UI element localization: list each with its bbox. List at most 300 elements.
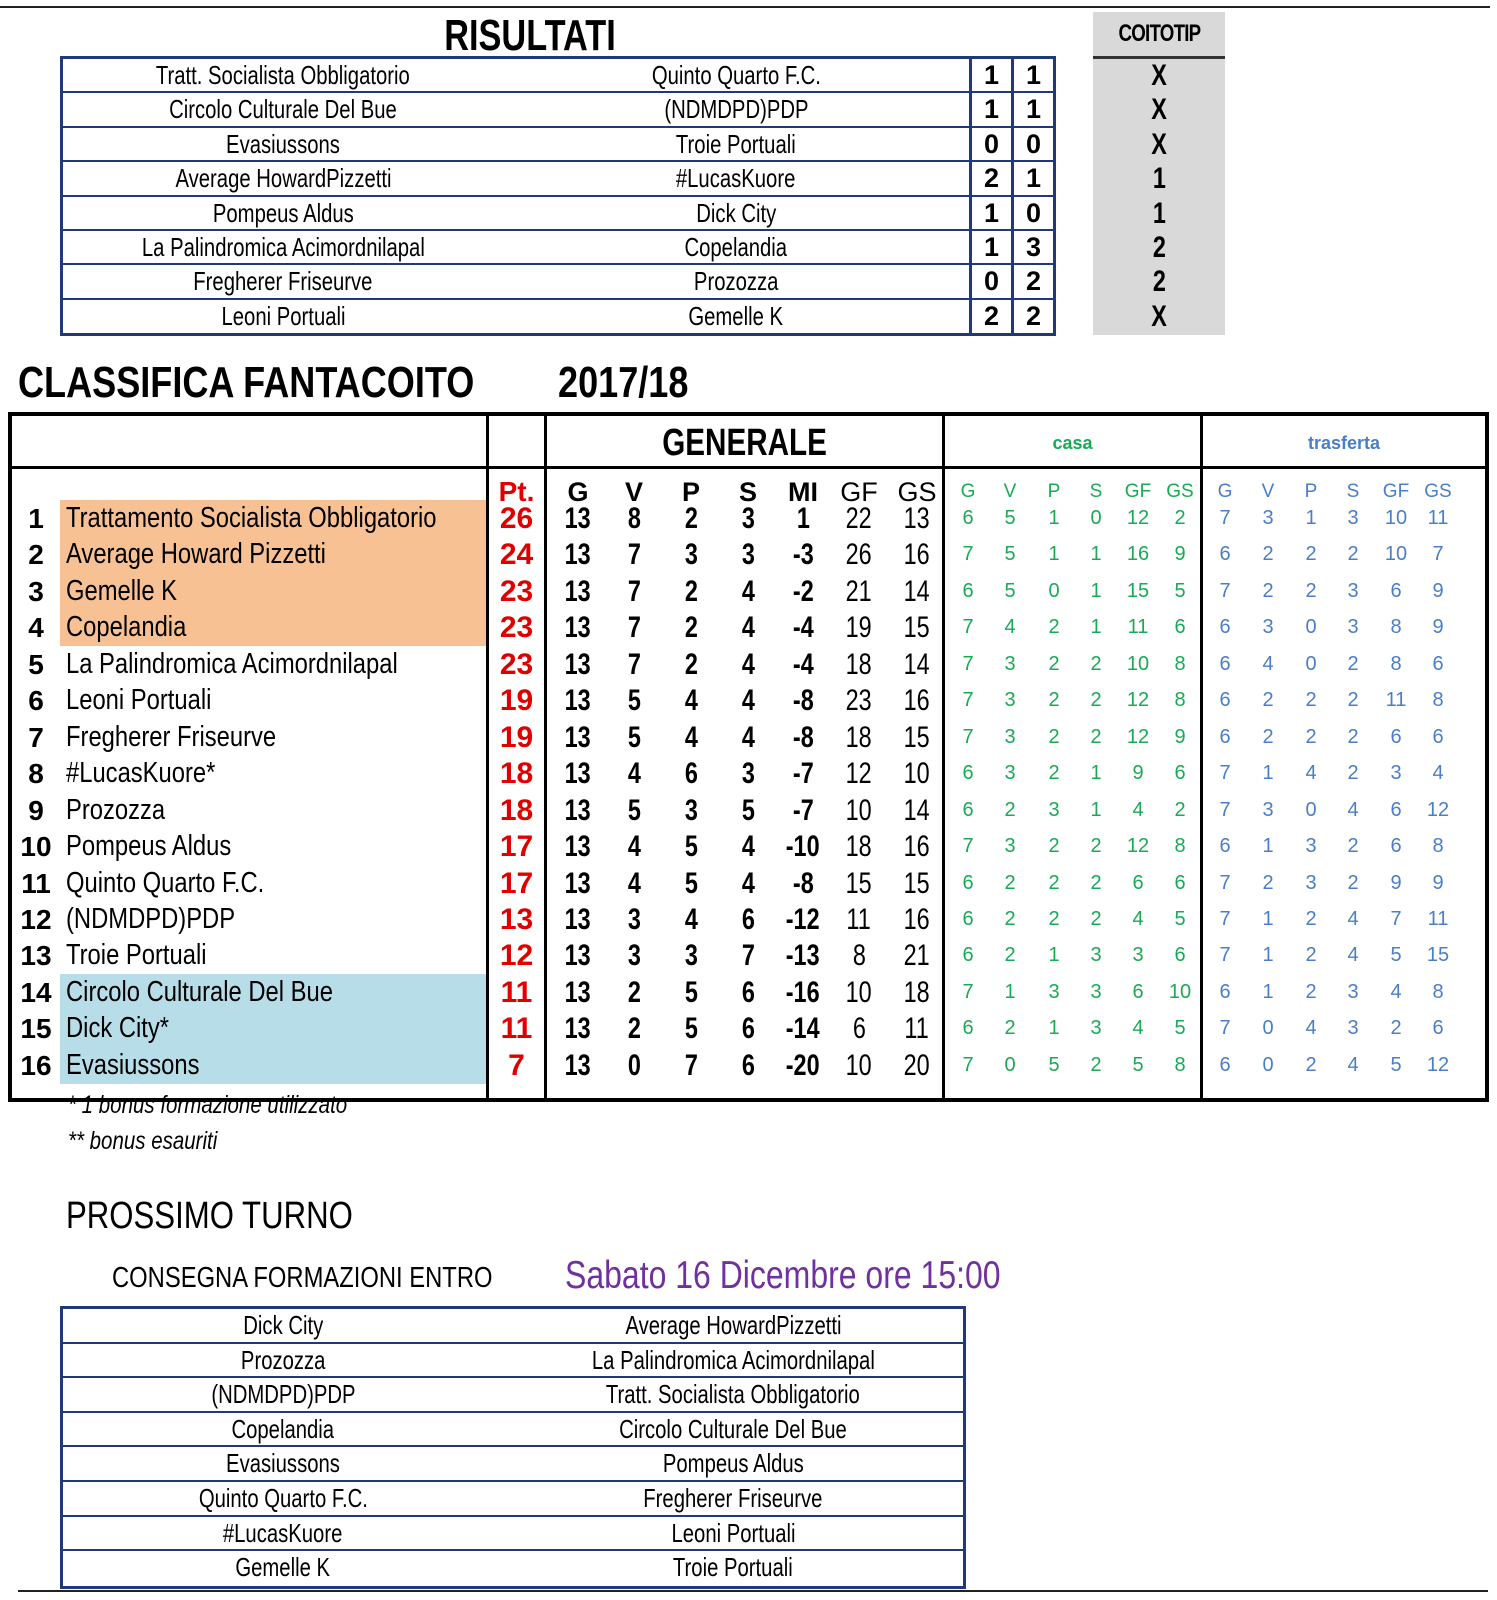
- generale-value: 7: [627, 538, 641, 572]
- standings-title: CLASSIFICA FANTACOITO: [18, 358, 475, 407]
- generale-stat: [892, 500, 942, 537]
- generale-stat: [778, 573, 828, 610]
- trasferta-stat: 2: [1305, 980, 1317, 1003]
- generale-stat: [892, 974, 942, 1011]
- casa-stat: 5: [1004, 543, 1016, 566]
- generale-value: 3: [627, 902, 641, 936]
- next-away-team: [503, 1447, 963, 1480]
- team-name: [66, 719, 484, 756]
- trasferta-stat: 0: [1262, 1053, 1274, 1076]
- generale-value: 3: [684, 793, 698, 827]
- rank: 14: [20, 976, 52, 1008]
- trasferta-stat: 2: [1262, 689, 1274, 712]
- generale-col-header: MI: [788, 477, 818, 507]
- team-name: [66, 937, 484, 974]
- next-round-table: [60, 1306, 966, 1589]
- generale-stat: [666, 974, 716, 1011]
- generale-stat: [666, 646, 716, 683]
- generale-value: 4: [741, 647, 755, 681]
- casa-stat: 1: [1048, 944, 1060, 967]
- casa-stat: 9: [1174, 543, 1186, 566]
- trasferta-stat: 4: [1347, 907, 1359, 930]
- result-home-goals: 1: [969, 231, 1011, 263]
- generale-stat: [778, 500, 828, 537]
- trasferta-stat: 6: [1219, 980, 1231, 1003]
- trasferta-stat: 2: [1262, 543, 1274, 566]
- trasferta-stat: 1: [1262, 835, 1274, 858]
- generale-stat: [553, 609, 603, 646]
- points: 19: [499, 720, 534, 754]
- casa-stat: 8: [1174, 835, 1186, 858]
- generale-value: 8: [627, 502, 641, 535]
- next-match-row: [63, 1344, 963, 1379]
- generale-value: 16: [903, 684, 931, 718]
- trasferta-stat: 8: [1432, 835, 1444, 858]
- top-rule: [0, 6, 1490, 8]
- home-team-name: Leoni Portuali: [220, 300, 346, 331]
- trasferta-stat: 9: [1390, 871, 1402, 894]
- generale-value: 18: [845, 647, 873, 681]
- generale-stat: [553, 1047, 603, 1084]
- trasferta-stat: 2: [1305, 907, 1317, 930]
- next-home-team: [63, 1551, 503, 1586]
- deadline-date: Sabato 16 Dicembre ore 15:00: [565, 1254, 1001, 1297]
- generale-value: 6: [852, 1012, 866, 1046]
- trasferta-stat: 2: [1390, 1017, 1402, 1040]
- trasferta-stat: 2: [1347, 689, 1359, 712]
- generale-col-header: GF: [840, 477, 878, 507]
- home-team-name: Quinto Quarto F.C.: [198, 1482, 368, 1513]
- generale-stat: [834, 646, 884, 683]
- generale-value: 7: [627, 574, 641, 608]
- casa-col-header: G: [960, 481, 976, 502]
- generale-value: 6: [741, 975, 755, 1009]
- casa-stat: 7: [962, 725, 974, 748]
- generale-value: 4: [684, 684, 698, 718]
- generale-stat: [553, 937, 603, 974]
- generale-stat: [723, 828, 773, 865]
- coitotip-sign: 1: [1152, 162, 1166, 196]
- home-team-name: Tratt. Socialista Obbligatorio: [156, 60, 410, 90]
- trasferta-stat: 2: [1262, 871, 1274, 894]
- generale-stat: [892, 792, 942, 829]
- generale-stat: [609, 937, 659, 974]
- generale-stat: [892, 646, 942, 683]
- casa-stat: 7: [962, 616, 974, 639]
- trasferta-stat: 3: [1347, 579, 1359, 602]
- generale-value: 5: [684, 830, 698, 864]
- generale-stat: [892, 682, 942, 719]
- trasferta-col-header: GF: [1382, 481, 1410, 502]
- result-home-team: [63, 265, 503, 297]
- result-away-team: [503, 197, 969, 229]
- points: 17: [499, 866, 534, 900]
- generale-col-header: V: [624, 477, 643, 507]
- generale-stat: [723, 609, 773, 646]
- trasferta-stat: 4: [1305, 762, 1317, 785]
- generale-stat: [723, 682, 773, 719]
- result-away-goals: 2: [1011, 265, 1053, 297]
- generale-value: 10: [845, 975, 873, 1009]
- casa-stat: 6: [962, 762, 974, 785]
- generale-value: 5: [684, 975, 698, 1009]
- generale-stat: [892, 1047, 942, 1084]
- trasferta-stat: 6: [1219, 616, 1231, 639]
- trasferta-col-header: S: [1346, 481, 1360, 502]
- team-name: [66, 1047, 484, 1084]
- team-name: [66, 573, 484, 610]
- rank: 2: [28, 539, 44, 571]
- points: 11: [500, 1012, 533, 1046]
- generale-value: -7: [792, 793, 814, 827]
- generale-stat: [723, 755, 773, 792]
- generale-value: 4: [741, 684, 755, 718]
- trasferta-stat: 6: [1219, 689, 1231, 712]
- casa-stat: 3: [1048, 798, 1060, 821]
- result-row: [63, 231, 1053, 265]
- trasferta-stat: 9: [1432, 871, 1444, 894]
- casa-stat: 7: [962, 980, 974, 1003]
- result-away-team: [503, 300, 969, 334]
- generale-value: 10: [845, 1048, 873, 1082]
- casa-stat: 5: [1004, 579, 1016, 602]
- casa-stat: 6: [962, 1017, 974, 1040]
- generale-stat: [723, 646, 773, 683]
- trasferta-stat: 3: [1390, 762, 1402, 785]
- generale-value: -20: [786, 1048, 820, 1082]
- results-title: RISULTATI: [444, 11, 616, 60]
- generale-stat: [666, 573, 716, 610]
- generale-value: 20: [903, 1048, 931, 1082]
- generale-value: 5: [741, 793, 755, 827]
- generale-stat: [666, 901, 716, 938]
- generale-stat: [553, 974, 603, 1011]
- trasferta-stat: 12: [1426, 798, 1450, 821]
- next-match-row: [63, 1551, 963, 1586]
- standings-row: [12, 500, 1485, 537]
- result-home-goals: 2: [969, 300, 1011, 334]
- casa-stat: 7: [962, 689, 974, 712]
- next-home-team: [63, 1309, 503, 1342]
- casa-stat: 5: [1174, 1017, 1186, 1040]
- trasferta-stat: 3: [1347, 616, 1359, 639]
- result-home-goals: 1: [969, 93, 1011, 125]
- generale-stat: [666, 500, 716, 537]
- coitotip-sign: X: [1151, 299, 1167, 333]
- home-team-name: Fregherer Friseurve: [193, 266, 373, 297]
- generale-value: 15: [903, 611, 931, 645]
- rank: 16: [20, 1049, 52, 1081]
- generale-stat: [609, 1047, 659, 1084]
- casa-stat: 0: [1048, 579, 1060, 602]
- bottom-rule: [18, 1590, 1488, 1592]
- generale-value: 6: [741, 902, 755, 936]
- team-name-text: Pompeus Aldus: [66, 830, 232, 863]
- generale-stat: [553, 755, 603, 792]
- generale-value: 11: [904, 1012, 930, 1046]
- generale-value: 16: [903, 830, 931, 864]
- casa-stat: 5: [1048, 1053, 1060, 1076]
- generale-stat: [834, 792, 884, 829]
- generale-value: 3: [627, 939, 641, 973]
- coitotip-value: [1093, 231, 1225, 265]
- coitotip-values: [1093, 59, 1225, 334]
- generale-stat: [834, 682, 884, 719]
- trasferta-stat: 4: [1347, 944, 1359, 967]
- generale-value: 2: [684, 502, 698, 535]
- generale-value: 19: [845, 611, 873, 645]
- next-match-row: [63, 1447, 963, 1482]
- generale-value: 15: [903, 720, 931, 754]
- casa-stat: 5: [1004, 507, 1016, 529]
- casa-stat: 6: [962, 798, 974, 821]
- rank: 10: [20, 831, 52, 863]
- generale-value: 10: [845, 793, 873, 827]
- trasferta-stat: 12: [1426, 1053, 1450, 1076]
- rank: 12: [20, 903, 52, 935]
- rank: 9: [28, 794, 44, 826]
- away-team-name: La Palindromica Acimordnilapal: [591, 1344, 875, 1375]
- casa-col-header: V: [1003, 481, 1017, 502]
- trasferta-stat: 0: [1305, 798, 1317, 821]
- casa-stat: 1: [1048, 543, 1060, 566]
- team-name-text: Gemelle K: [66, 574, 178, 607]
- trasferta-col-header: P: [1304, 481, 1318, 502]
- result-away-goals: 0: [1011, 197, 1053, 229]
- trasferta-stat: 7: [1219, 762, 1231, 785]
- generale-stat: [834, 1010, 884, 1047]
- result-row: [63, 93, 1053, 127]
- next-match-row: [63, 1482, 963, 1517]
- next-home-team: [63, 1378, 503, 1411]
- team-name: [66, 609, 484, 646]
- casa-stat: 6: [1174, 762, 1186, 785]
- casa-stat: 1: [1048, 1017, 1060, 1040]
- generale-stat: [778, 937, 828, 974]
- result-home-goals: 0: [969, 265, 1011, 297]
- trasferta-stat: 3: [1262, 616, 1274, 639]
- generale-stat: [834, 974, 884, 1011]
- rank: 7: [28, 721, 44, 753]
- coitotip-value: [1093, 265, 1225, 299]
- generale-stat: [723, 792, 773, 829]
- standings-row: [12, 828, 1485, 865]
- generale-stat: [834, 937, 884, 974]
- result-home-team: [63, 128, 503, 160]
- trasferta-stat: 1: [1262, 980, 1274, 1003]
- generale-stat: [553, 500, 603, 537]
- team-name-text: Evasiussons: [66, 1048, 200, 1081]
- generale-value: 4: [741, 866, 755, 900]
- coitotip-header: COITOTIP: [1093, 12, 1225, 59]
- coitotip-value: [1093, 300, 1225, 334]
- generale-col-header: GS: [897, 477, 937, 507]
- generale-stat: [609, 901, 659, 938]
- result-row: [63, 197, 1053, 231]
- rank: 8: [28, 758, 44, 790]
- casa-header: casa: [1052, 433, 1093, 453]
- trasferta-stat: 7: [1219, 907, 1231, 930]
- trasferta-stat: 6: [1219, 543, 1231, 566]
- trasferta-stat: 1: [1262, 762, 1274, 785]
- rank: 11: [21, 867, 51, 899]
- generale-value: -4: [792, 647, 814, 681]
- casa-stat: 12: [1126, 507, 1150, 529]
- generale-stat: [778, 974, 828, 1011]
- standings-row: [12, 1010, 1485, 1047]
- trasferta-stat: 7: [1219, 579, 1231, 602]
- generale-value: 2: [627, 975, 641, 1009]
- generale-value: 14: [903, 574, 931, 608]
- generale-stat: [834, 1047, 884, 1084]
- result-away-team: [503, 265, 969, 297]
- generale-value: 22: [845, 502, 873, 535]
- result-home-goals: 2: [969, 162, 1011, 194]
- home-team-name: #LucasKuore: [223, 1517, 343, 1548]
- next-round-title: PROSSIMO TURNO: [66, 1195, 353, 1237]
- trasferta-stat: 2: [1305, 944, 1317, 967]
- result-row: [63, 59, 1053, 93]
- trasferta-stat: 11: [1427, 507, 1449, 529]
- generale-value: -12: [786, 902, 820, 936]
- casa-stat: 2: [1048, 652, 1060, 675]
- generale-value: 4: [741, 720, 755, 754]
- next-home-team: [63, 1447, 503, 1480]
- generale-value: 4: [684, 902, 698, 936]
- home-team-name: Average HowardPizzetti: [174, 163, 392, 194]
- casa-stat: 4: [1004, 616, 1016, 639]
- generale-stat: [609, 755, 659, 792]
- result-row: [63, 128, 1053, 162]
- casa-stat: 2: [1090, 835, 1102, 858]
- generale-value: -8: [792, 720, 814, 754]
- casa-stat: 6: [962, 871, 974, 894]
- coitotip-sign: 1: [1152, 196, 1166, 230]
- casa-stat: 2: [1090, 725, 1102, 748]
- casa-stat: 2: [1090, 1053, 1102, 1076]
- casa-stat: 1: [1090, 798, 1102, 821]
- casa-stat: 1: [1090, 616, 1102, 639]
- generale-col-header: P: [681, 477, 700, 507]
- note-bonus-exhausted: ** bonus esauriti: [68, 1127, 218, 1155]
- generale-stat: [666, 536, 716, 573]
- result-home-team: [63, 231, 503, 263]
- casa-stat: 3: [1090, 1017, 1102, 1040]
- away-team-name: Dick City: [696, 197, 776, 228]
- trasferta-stat: 6: [1432, 1017, 1444, 1040]
- next-home-team: [63, 1344, 503, 1377]
- generale-value: 4: [627, 866, 641, 900]
- points: 23: [499, 574, 534, 608]
- trasferta-stat: 6: [1219, 835, 1231, 858]
- generale-value: 5: [627, 720, 641, 754]
- points: 7: [508, 1048, 525, 1082]
- casa-stat: 0: [1004, 1053, 1016, 1076]
- home-team-name: La Palindromica Acimordnilapal: [141, 231, 425, 262]
- casa-stat: 3: [1090, 944, 1102, 967]
- generale-stat: [666, 828, 716, 865]
- trasferta-stat: 2: [1305, 689, 1317, 712]
- next-away-team: [503, 1551, 963, 1586]
- casa-stat: 9: [1132, 762, 1144, 785]
- result-home-team: [63, 162, 503, 194]
- generale-stat: [778, 755, 828, 792]
- home-team-name: Circolo Culturale Del Bue: [169, 94, 397, 125]
- casa-stat: 2: [1004, 1017, 1016, 1040]
- result-away-goals: 1: [1011, 93, 1053, 125]
- generale-value: 18: [903, 975, 931, 1009]
- trasferta-col-header: GS: [1424, 481, 1452, 502]
- casa-stat: 3: [1004, 689, 1016, 712]
- home-team-name: (NDMDPD)PDP: [210, 1379, 356, 1410]
- team-name: [66, 974, 484, 1011]
- generale-stat: [834, 536, 884, 573]
- casa-stat: 3: [1004, 725, 1016, 748]
- generale-value: 13: [564, 1012, 592, 1046]
- trasferta-stat: 6: [1390, 725, 1402, 748]
- casa-stat: 3: [1090, 980, 1102, 1003]
- generale-col-header: G: [567, 477, 589, 507]
- away-team-name: Gemelle K: [688, 300, 784, 331]
- generale-stat: [778, 719, 828, 756]
- team-name: [66, 792, 484, 829]
- casa-stat: 8: [1174, 652, 1186, 675]
- generale-stat: [723, 974, 773, 1011]
- casa-stat: 6: [1174, 616, 1186, 639]
- casa-stat: 4: [1132, 1017, 1144, 1040]
- casa-stat: 3: [1004, 762, 1016, 785]
- trasferta-stat: 2: [1347, 762, 1359, 785]
- generale-stat: [609, 646, 659, 683]
- home-team-name: Prozozza: [240, 1344, 326, 1375]
- generale-stat: [723, 901, 773, 938]
- generale-value: 16: [903, 538, 931, 572]
- generale-value: 16: [903, 902, 931, 936]
- pts-header: Pt.: [498, 476, 535, 507]
- generale-stat: [609, 609, 659, 646]
- next-home-team: [63, 1482, 503, 1515]
- team-name-text: Quinto Quarto F.C.: [66, 866, 265, 899]
- result-home-goals: 0: [969, 128, 1011, 160]
- coitotip-value: [1093, 197, 1225, 231]
- trasferta-stat: 4: [1347, 1053, 1359, 1076]
- generale-stat: [723, 573, 773, 610]
- casa-col-header: GS: [1166, 481, 1194, 502]
- rank: 4: [28, 612, 44, 644]
- away-team-name: Prozozza: [693, 266, 779, 297]
- generale-value: 2: [684, 611, 698, 645]
- casa-stat: 10: [1126, 652, 1150, 675]
- trasferta-stat: 7: [1432, 543, 1444, 566]
- next-away-team: [503, 1413, 963, 1446]
- home-team-name: Evasiussons: [226, 128, 340, 159]
- team-name-text: (NDMDPD)PDP: [66, 902, 236, 935]
- generale-stat: [892, 901, 942, 938]
- casa-stat: 2: [1090, 689, 1102, 712]
- coitotip-value: [1093, 59, 1225, 93]
- generale-value: 13: [564, 793, 592, 827]
- result-row: [63, 300, 1053, 334]
- away-team-name: (NDMDPD)PDP: [663, 94, 809, 125]
- casa-stat: 2: [1090, 652, 1102, 675]
- trasferta-stat: 3: [1305, 871, 1317, 894]
- standings-row: [12, 573, 1485, 610]
- generale-stat: [834, 755, 884, 792]
- generale-value: 7: [627, 611, 641, 645]
- trasferta-stat: 15: [1426, 944, 1450, 967]
- generale-stat: [834, 719, 884, 756]
- generale-value: 13: [564, 647, 592, 681]
